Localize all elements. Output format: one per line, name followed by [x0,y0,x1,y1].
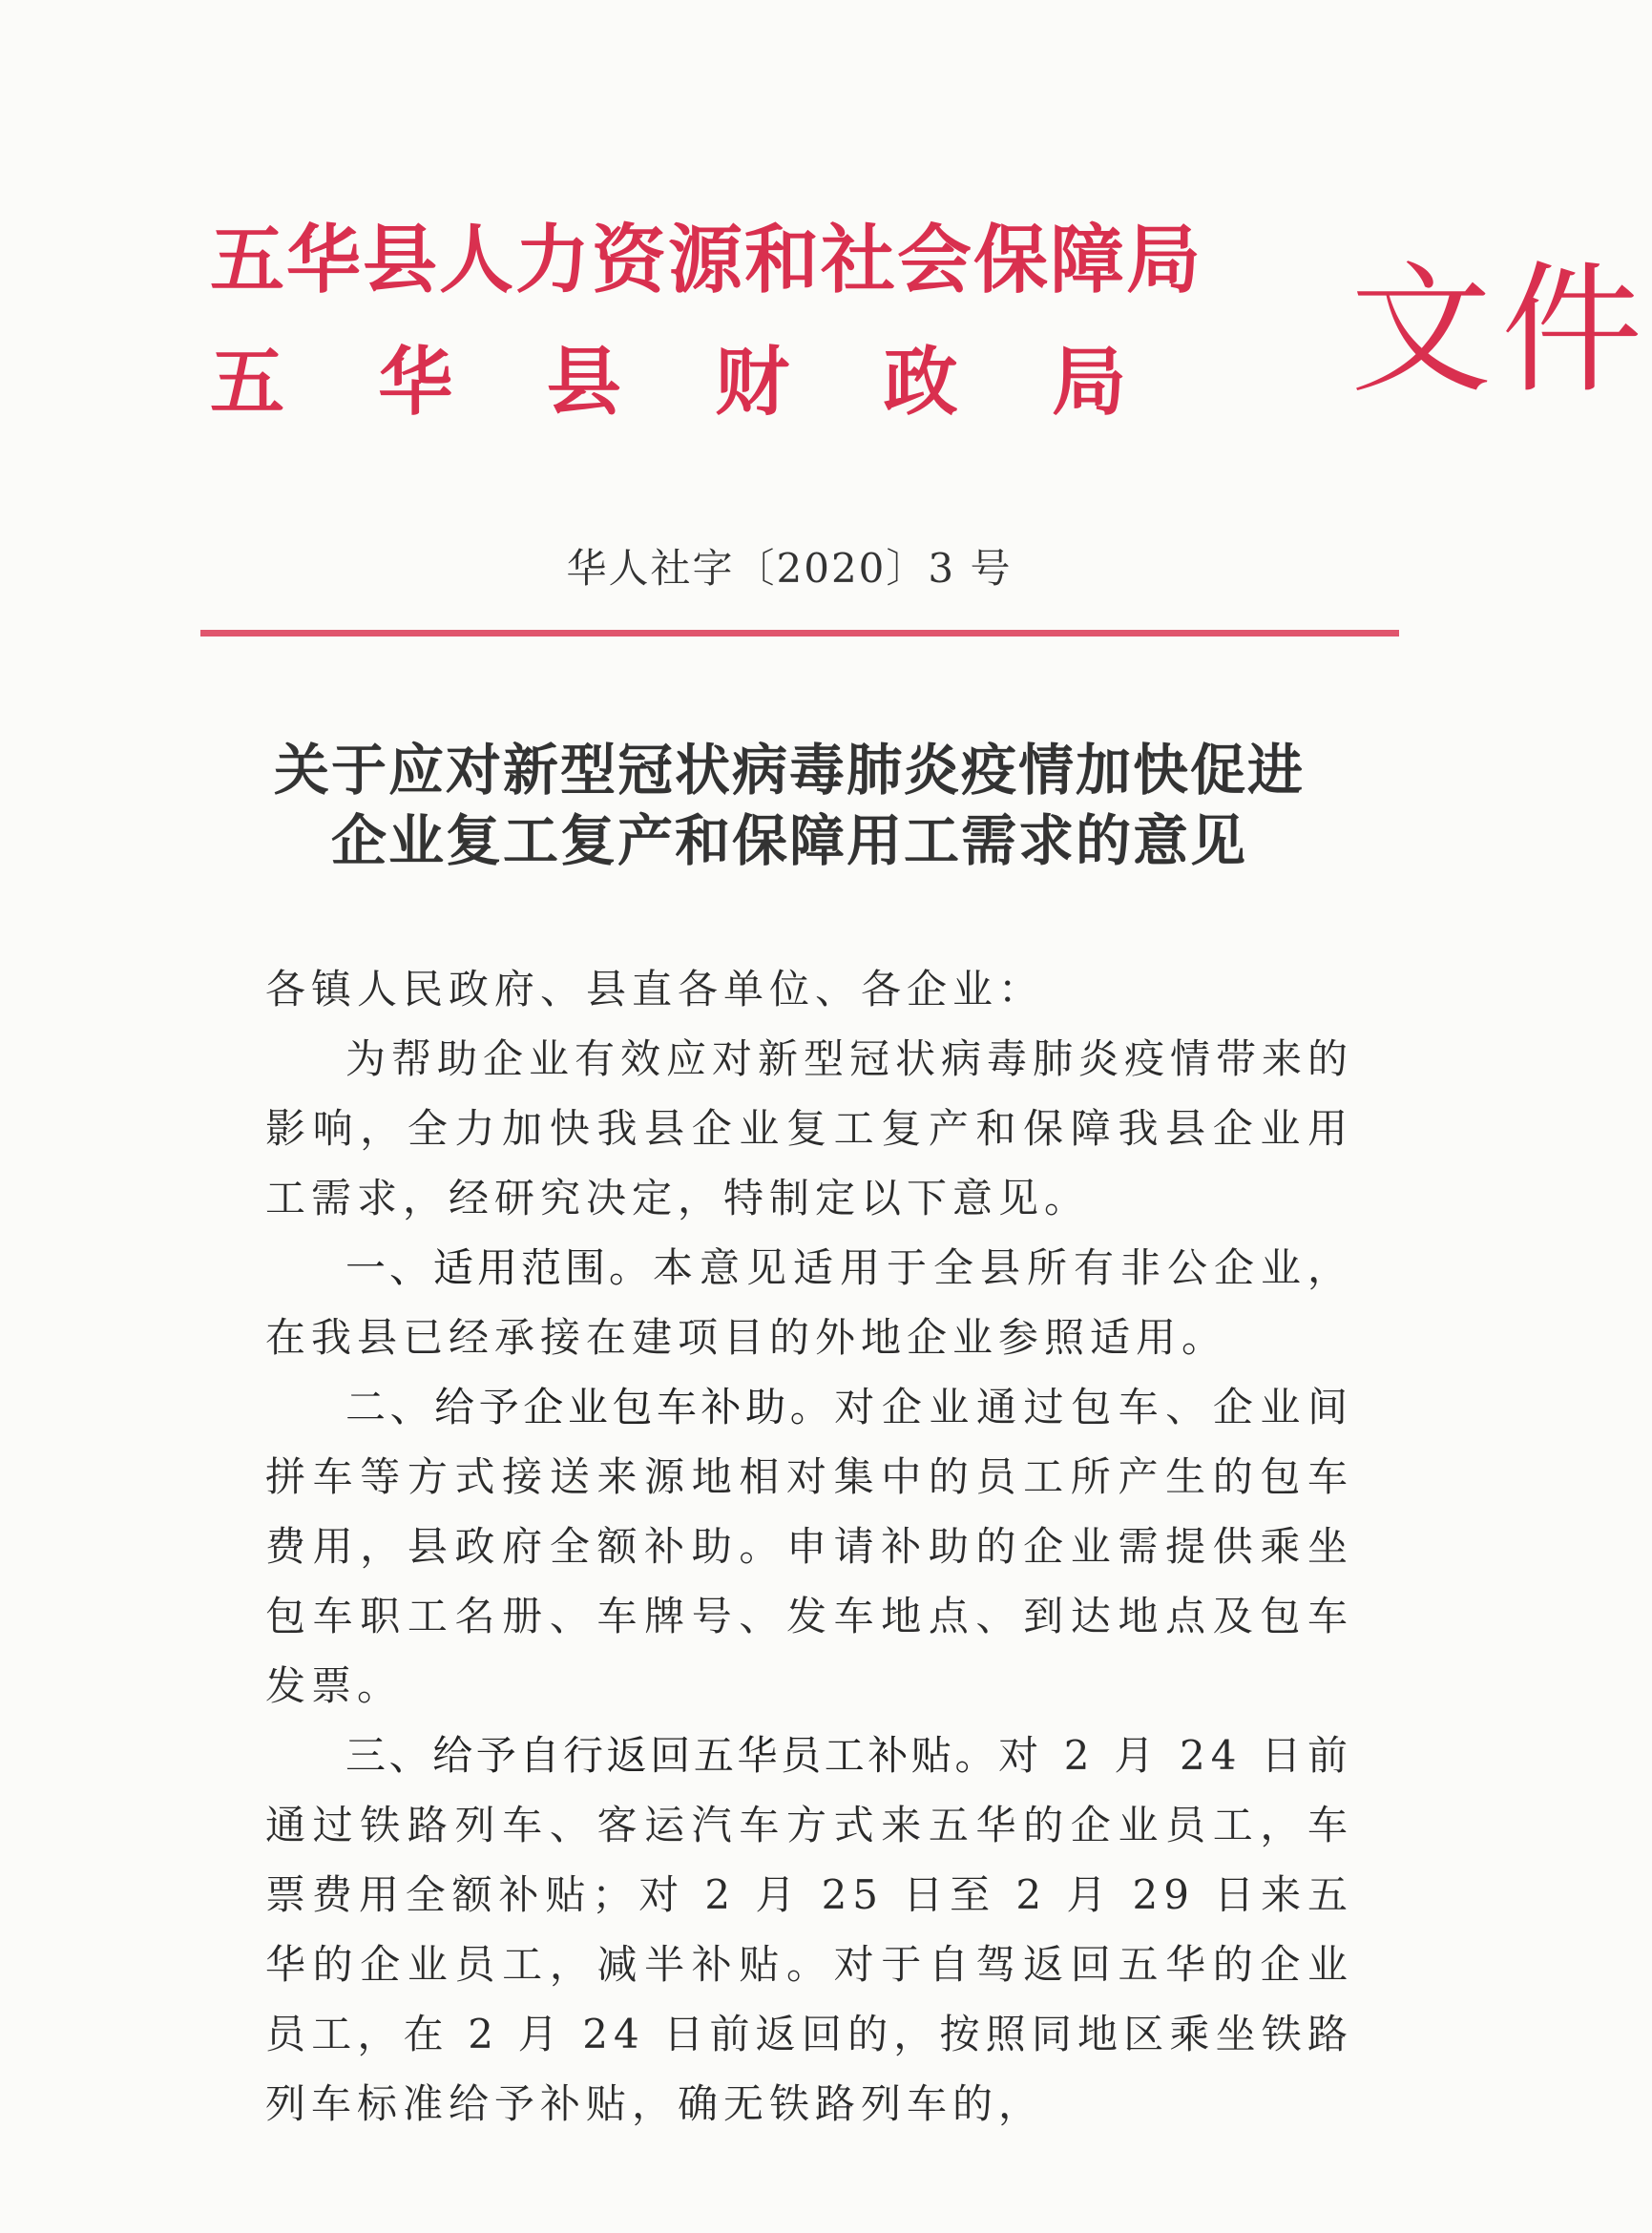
issuer-line-1: 五华县人力资源和社会保障局 [210,217,1203,303]
issuer-line-2-char: 县 [546,339,621,426]
document-header [210,217,1652,466]
section-text: 本意见适用于全县所有非公企业，在我县已经承接在建项目的外地企业参照适用。 [265,1244,1353,1361]
section-heading: 三、给予自行返回五华员工补贴。 [345,1732,999,1779]
section-paragraph [265,1721,1353,2139]
document-title [0,735,1579,876]
title-line-2: 企业复工复产和保障用工需求的意见 [330,808,1247,873]
red-divider [200,630,1399,637]
section-heading: 一、适用范围。 [345,1244,653,1291]
section-text: 对企业通过包车、企业间拼车等方式接送来源地相对集中的员工所产生的包车费用，县政府全额补助。申请补助的企业需提供乘坐包车职工名册、车牌号、发车地点、到达地点及包车发票。 [265,1384,1353,1709]
issuer-line-2-char: 政 [883,339,958,426]
section-text: 对 2 月 24 日前通过铁路列车、客运汽车方式来五华的企业员工，车票费用全额补贴；对 2 月 25 日至 2 月 29 日来五华的企业员工，减半补贴。对于自驾返回五华的企业员工，在 2 月 24 日前返回的，按照同地区乘坐铁路列车标准给予补贴，确无铁路列车的， [265,1732,1353,2127]
intro-paragraph: 为帮助企业有效应对新型冠状病毒肺炎疫情带来的影响，全力加快我县企业复工复产和保障我县企业用工需求，经研究决定，特制定以下意见。 [265,1035,1354,1221]
issuer-line-2-char: 财 [715,339,790,426]
salutation: 各镇人民政府、县直各单位、各企业： [265,966,1045,1012]
title-line-1: 关于应对新型冠状病毒肺炎疫情加快促进 [273,738,1305,803]
issuer-line-2-char: 华 [378,339,453,426]
issuer-line-2-char: 局 [1051,339,1126,426]
issuer-line-2 [210,340,1126,426]
section-paragraph [265,1372,1353,1721]
document-type-label: 文件 [1350,248,1652,412]
issuer-line-2-char: 五 [210,339,285,426]
section-paragraph [265,1233,1353,1372]
document-body [265,954,1353,2139]
section-heading: 二、给予企业包车补助。 [345,1384,835,1430]
document-number: 华人社字〔2020〕3 号 [566,545,1013,592]
